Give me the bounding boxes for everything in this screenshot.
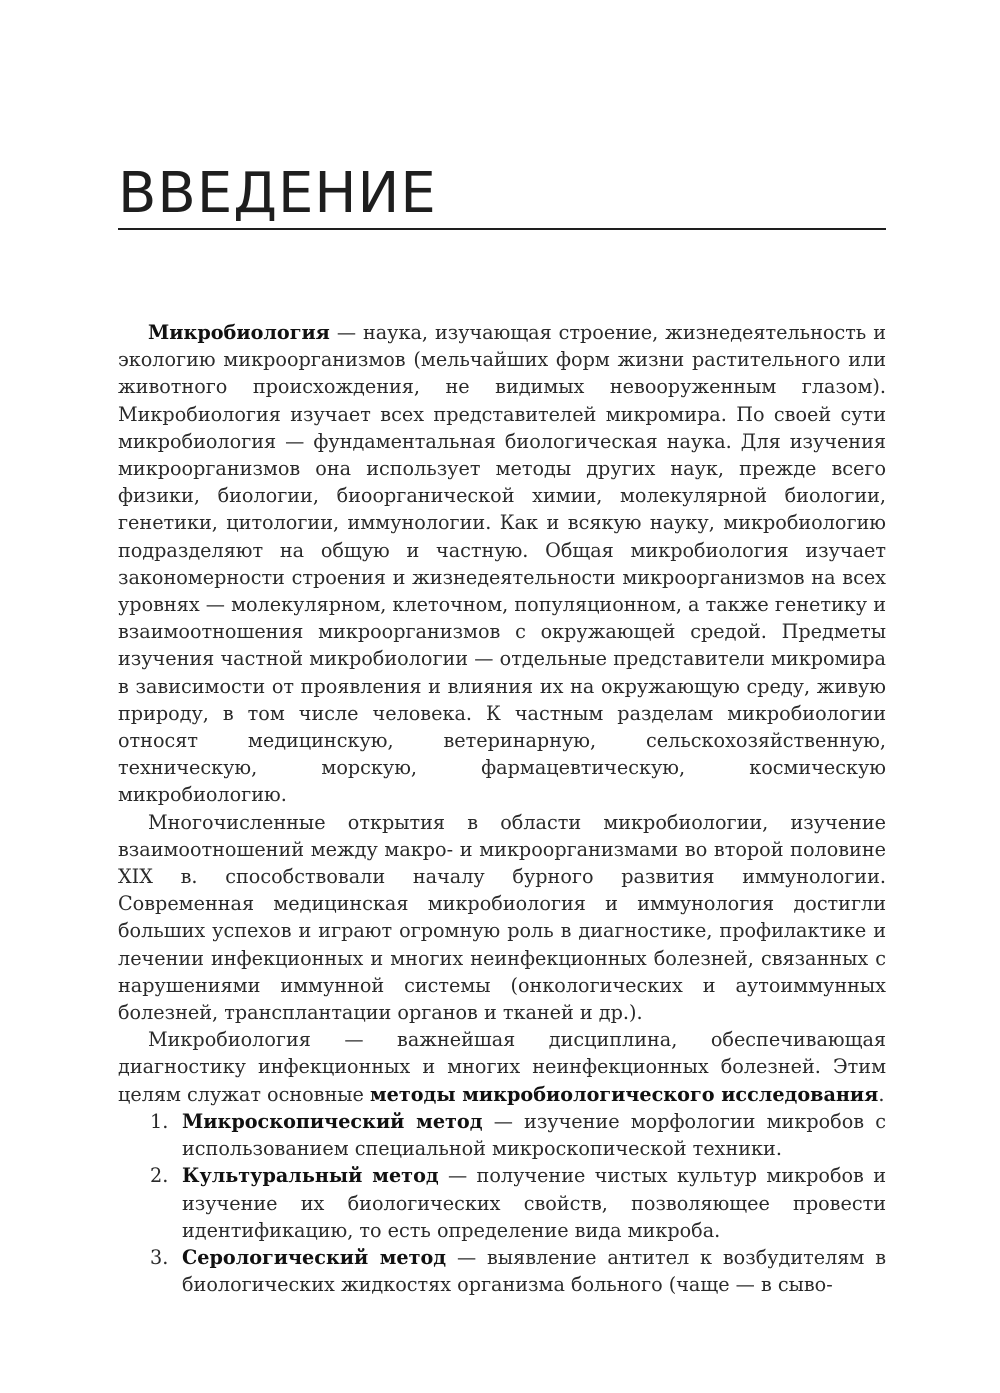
term-methods: методы микробиологического исследования <box>370 1082 879 1106</box>
list-item <box>118 1108 886 1162</box>
list-item <box>118 1244 886 1298</box>
paragraph-text: — наука, изучающая строение, жизнедеятельность и экологию микроорганизмов (мельчайших форм жизни растительного или животного происхождения, не видимых невооруженным глазом). Микробиология изучает всех представителей микромира. По своей сути микробиология — фундаментальная биологическая наука. Для изучения микроорганизмов она использует методы других наук, прежде всего физики, биологии, биоорганической химии, молекулярной биологии, генетики, цитологии, иммунологии. Как и всякую науку, микробиологию подразделяют на общую и частную. Общая микробиология изучает закономерности строения и жизнедеятельности микроорганизмов на всех уровнях — молекулярном, клеточном, популяционном, а также генетику и взаимоотношения микроорганизмов с окружающей средой. Предметы изучения частной микробиологии — отдельные представители микромира в зависимости от проявления и влияния их на окружающую среду, живую природу, в том числе человека. К частным разделам микробиологии относят медицинскую, ветеринарную, сельскохозяйственную, техническую, морскую, фармацевтическую, космическую микробиологию. <box>118 321 886 807</box>
list-item <box>118 1162 886 1244</box>
method-description: — изучение морфологии микробов с использованием специальной микроскопической техники. <box>182 1109 886 1161</box>
paragraph-text: Многочисленные открытия в области микробиологии, изучение взаимоотношений между макро- и микроорганизмами во второй половине XIX в. способствовали началу бурного развития иммунологии. Современная медицинская микробиология и иммунология достигли больших успехов и играют огромную роль в диагностике, профилактике и лечении инфекционных и многих неинфекционных болезней, связанных с нарушениями иммунной системы (онкологических и аутоиммунных болезней, трансплантации органов и тканей и др.). <box>118 810 886 1025</box>
title-divider <box>118 228 886 230</box>
paragraph-text: Микробиология — важнейшая дисциплина, обеспечивающая диагностику инфекционных и многих неинфекционных болезней. Этим целям служат основные <box>118 1028 886 1106</box>
paragraph-methods-intro <box>118 1026 886 1108</box>
list-item-number: 2. <box>150 1164 169 1188</box>
method-description: — выявление антител к возбудителям в биологических жидкостях организма больного (чаще — в сыво- <box>182 1245 887 1297</box>
chapter-title: ВВЕДЕНИЕ <box>118 161 437 226</box>
paragraph-definition <box>118 319 886 809</box>
term-microbiology: Микробиология <box>148 321 330 344</box>
method-description: — получение чистых культур микробов и изучение их биологических свойств, позволяющее провести идентификацию, то есть определение вида микроба. <box>182 1164 886 1242</box>
method-term: Микроскопический метод <box>182 1109 483 1133</box>
paragraph-immunology <box>118 809 886 1027</box>
paragraph-text-end: . <box>878 1082 885 1106</box>
list-item-number: 3. <box>150 1245 169 1269</box>
methods-list <box>118 1108 886 1298</box>
body-text <box>118 319 886 1298</box>
method-term: Серологический метод <box>182 1245 447 1269</box>
list-item-number: 1. <box>150 1109 169 1133</box>
method-term: Культуральный метод <box>182 1164 439 1188</box>
